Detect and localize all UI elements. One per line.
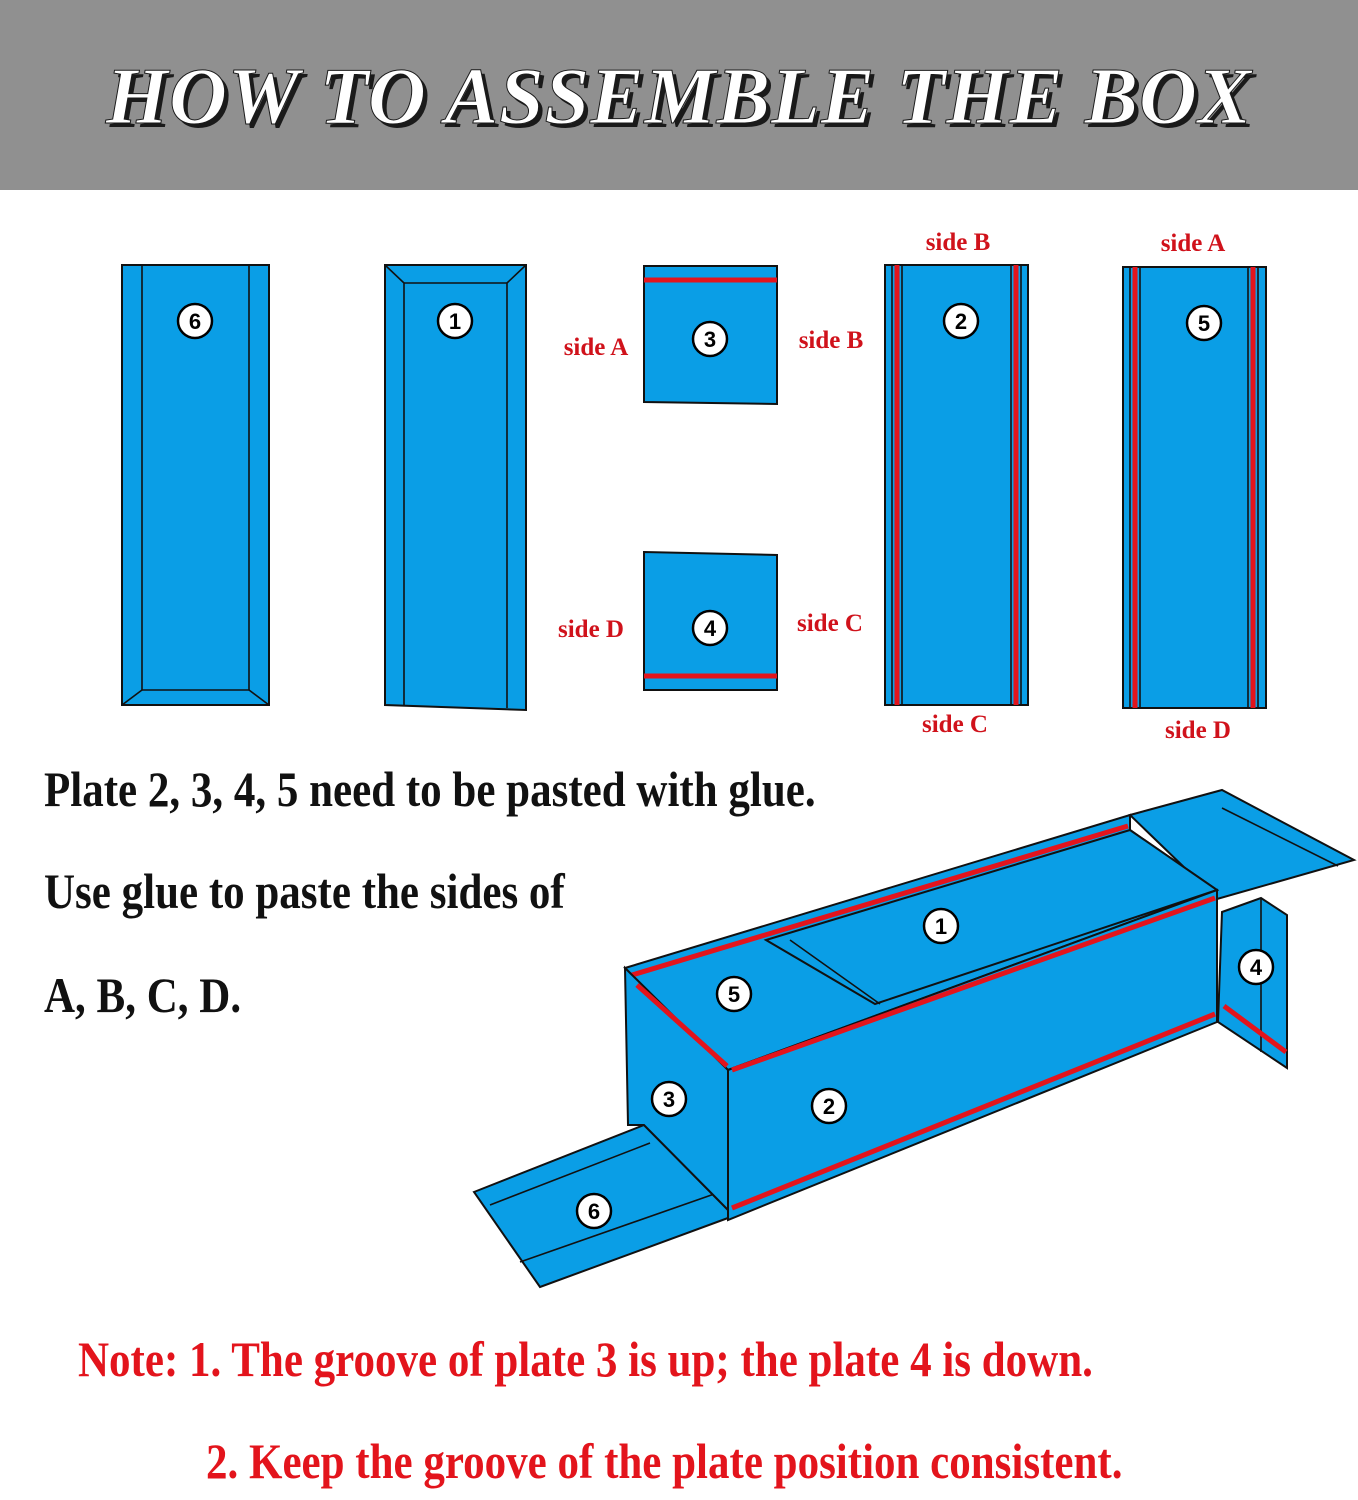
label-plate3-side-b: side B [798, 327, 864, 354]
svg-text:5: 5 [727, 982, 741, 1007]
box-plate-2-number-icon [812, 1089, 846, 1123]
plate-2-number-icon [944, 304, 978, 338]
label-plate4-side-c: side C [797, 610, 863, 637]
box-plate-5-number-icon [717, 977, 751, 1011]
svg-text:2: 2 [822, 1094, 836, 1119]
label-bottom-side-c: side C [922, 711, 988, 738]
svg-text:3: 3 [662, 1087, 676, 1112]
box-plate-4-number-icon [1239, 950, 1273, 984]
svg-text:6: 6 [587, 1199, 601, 1224]
svg-text:1: 1 [448, 309, 462, 334]
label-plate3-side-a: side A [563, 334, 629, 361]
box-plate-3-number-icon [652, 1082, 686, 1116]
svg-text:3: 3 [703, 327, 717, 352]
label-top-side-a: side A [1160, 230, 1226, 257]
plate-1-number-icon [438, 304, 472, 338]
plate-5-number-icon [1187, 306, 1221, 340]
note-line-1: Note: 1. The groove of plate 3 is up; the plate 4 is down. [78, 1331, 1093, 1387]
plate-3-number-icon [693, 322, 727, 356]
box-plate-6-number-icon [577, 1194, 611, 1228]
svg-text:4: 4 [703, 616, 717, 641]
svg-text:5: 5 [1197, 311, 1211, 336]
label-top-side-b: side B [925, 229, 991, 256]
plate-4-number-icon [693, 611, 727, 645]
label-bottom-side-d: side D [1165, 717, 1231, 744]
label-plate4-side-d: side D [558, 616, 624, 643]
note-line-2: 2. Keep the groove of the plate position consistent. [206, 1433, 1123, 1489]
page-title: HOW TO ASSEMBLE THE BOX [105, 53, 1253, 141]
instruction-line-3: A, B, C, D. [44, 967, 242, 1023]
instruction-line-1: Plate 2, 3, 4, 5 need to be pasted with glue. [44, 761, 816, 817]
svg-text:4: 4 [1249, 955, 1263, 980]
box-plate-1-number-icon [924, 909, 958, 943]
svg-text:1: 1 [934, 914, 948, 939]
plate-6-number-icon [178, 304, 212, 338]
svg-text:6: 6 [188, 309, 202, 334]
svg-text:2: 2 [954, 309, 968, 334]
instruction-line-2: Use glue to paste the sides of [44, 863, 565, 919]
